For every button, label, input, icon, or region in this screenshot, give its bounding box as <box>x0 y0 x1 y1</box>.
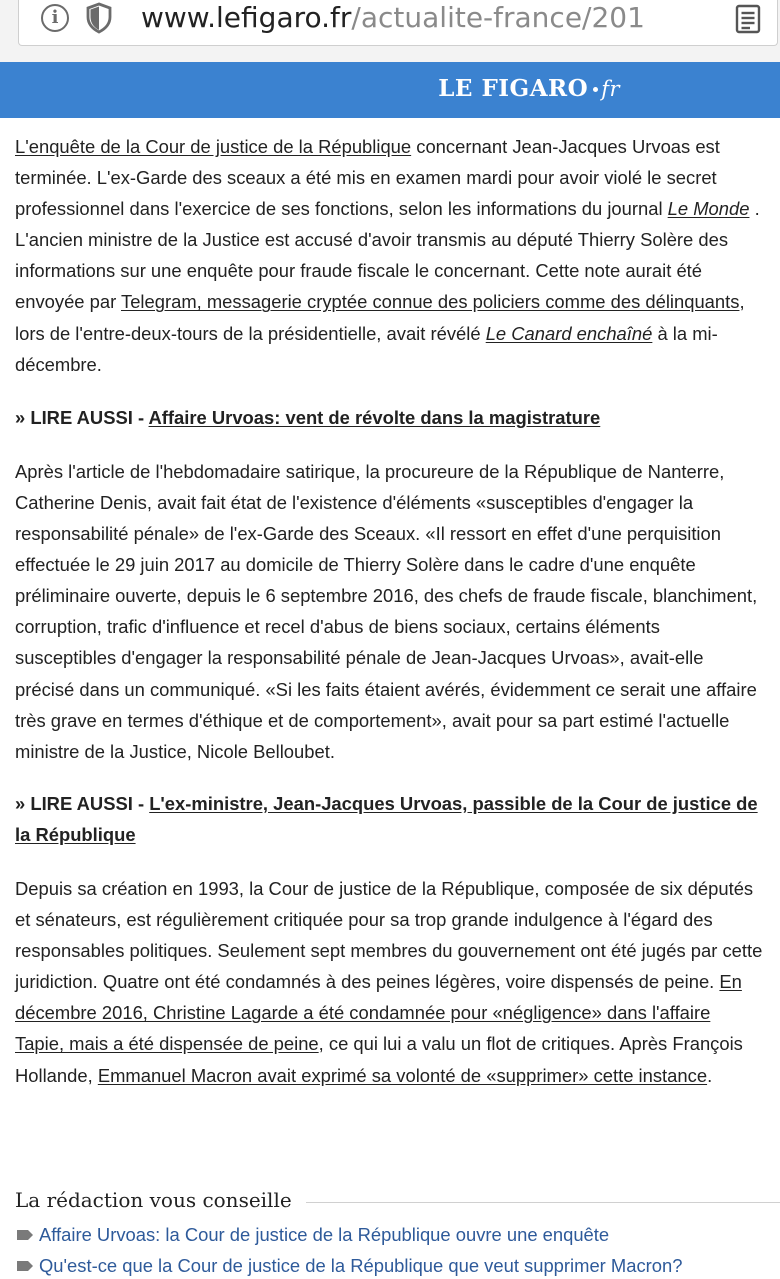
url-path: /actualite-france/201 <box>351 1 645 34</box>
read-also-link-revolte[interactable]: Affaire Urvoas: vent de révolte dans la magistrature <box>148 406 601 428</box>
link-telegram[interactable]: Telegram, messagerie cryptée connue des policiers comme des délinquants <box>121 291 740 313</box>
link-macron[interactable]: Emmanuel Macron avait exprimé sa volonté de «supprimer» cette instance <box>97 1064 708 1086</box>
reader-view-icon[interactable] <box>735 4 761 34</box>
heading-divider <box>306 1202 780 1203</box>
info-icon[interactable]: i <box>41 4 69 32</box>
recommendation-link[interactable]: Qu'est-ce que la Cour de justice de la République que veut supprimer Macron? <box>39 1255 683 1276</box>
recommendation-item[interactable] <box>15 1252 780 1279</box>
shield-icon[interactable] <box>85 2 113 34</box>
site-logo[interactable] <box>438 75 620 102</box>
arrow-bullet-icon <box>15 1259 35 1273</box>
read-also-prefix: » LIRE AUSSI - <box>15 406 149 428</box>
logo-suffix: fr <box>601 77 620 101</box>
text-segment: à la mi-décembre. <box>15 322 718 375</box>
text-segment: , ce qui lui a valu un flot de critiques. Après François Hollande, <box>15 1033 743 1086</box>
url-text[interactable] <box>141 0 661 38</box>
article-body <box>15 131 763 1091</box>
recommendations-title: La rédaction vous conseille <box>15 1188 292 1212</box>
link-le-monde[interactable]: Le Monde <box>667 198 750 220</box>
logo-text: LE FIGARO <box>438 75 589 102</box>
text-segment: . L'ancien ministre de la Justice est accusé d'avoir transmis au député Thierry Solère des informations sur une enquête pour fraude fiscale le concernant. Cette note aurait été envoyée par <box>15 198 760 313</box>
paragraph-intro <box>15 131 763 380</box>
arrow-bullet-icon <box>15 1228 35 1242</box>
text-segment: concernant Jean-Jacques Urvoas est terminée. L'ex-Garde des sceaux a été mis en examen mardi pour avoir violé le secret professionnel dans l'exercice de ses fonctions, selon les informations du journal <box>15 136 720 220</box>
text-segment: . <box>707 1064 713 1086</box>
site-header <box>0 62 780 118</box>
link-cour-de-justice[interactable]: L'enquête de la Cour de justice de la République <box>15 136 412 157</box>
logo-dot-icon <box>593 87 598 92</box>
recommendation-item[interactable] <box>15 1221 780 1248</box>
recommendations-section <box>15 1183 780 1279</box>
read-also-link-passible[interactable]: L'ex-ministre, Jean-Jacques Urvoas, passible de la Cour de justice de la République <box>15 792 758 845</box>
browser-toolbar <box>0 0 780 62</box>
read-also-2 <box>15 788 763 850</box>
read-also-prefix: » LIRE AUSSI - <box>15 792 150 814</box>
link-canard-enchaine[interactable]: Le Canard enchaîné <box>485 322 653 344</box>
link-lagarde[interactable]: En décembre 2016, Christine Lagarde a été condamnée pour «négligence» dans l'affaire Tapie, mais a été dispensée de peine <box>15 971 742 1055</box>
url-host: www.lefigaro.fr <box>141 1 352 34</box>
recommendations-heading <box>15 1183 780 1217</box>
address-bar[interactable] <box>18 0 778 46</box>
paragraph-cour-history <box>15 873 763 1091</box>
text-segment: Depuis sa création en 1993, la Cour de justice de la République, composée de six députés et sénateurs, est régulièrement critiquée pour sa trop grande indulgence à l'égard des responsables politiques. Seulement sept membres du gouvernement ont été jugés par cette juridiction. Quatre ont été condamnés à des peines légères, voire dispensés de peine. <box>15 877 763 993</box>
recommendation-link[interactable]: Affaire Urvoas: la Cour de justice de la République ouvre une enquête <box>39 1224 610 1245</box>
paragraph-procureure: Après l'article de l'hebdomadaire satirique, la procureure de la République de Nanterre, Catherine Denis, avait fait état de l'existence d'éléments «susceptibles d'engager la responsabilité pénale» de l'ex-Garde des Sceaux. «Il ressort en effet d'une perquisition effectuée le 29 juin 2017 au domicile de Thierry Solère dans le cadre d'une enquête préliminaire ouverte, depuis le 6 septembre 2016, des chefs de fraude fiscale, blanchiment, corruption, trafic d'influence et recel d'abus de biens sociaux, certains éléments susceptibles d'engager la responsabilité pénale de Jean-Jacques Urvoas», avait-elle précisé dans un communiqué. «Si les faits étaient avérés, évidemment ce serait une affaire très grave en termes d'éthique et de comportement», avait pour sa part estimé l'actuelle ministre de la Justice, Nicole Belloubet. <box>15 460 758 762</box>
text-segment: , lors de l'entre-deux-tours de la présidentielle, avait révélé <box>15 291 745 344</box>
read-also-1 <box>15 402 763 433</box>
